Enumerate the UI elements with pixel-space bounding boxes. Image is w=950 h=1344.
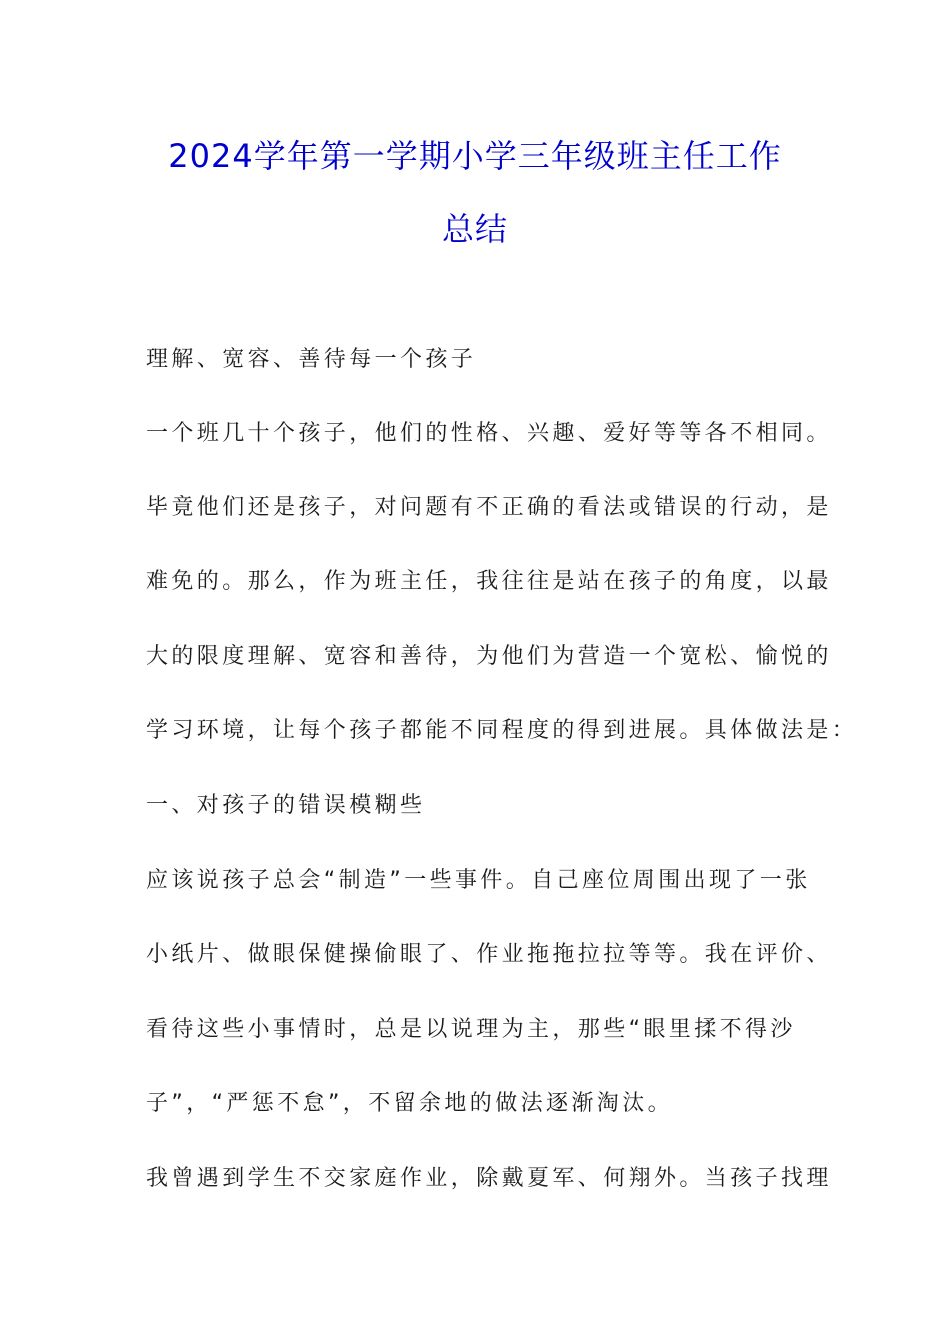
document-title-line-2: 总结 [441, 210, 508, 248]
paragraph-line: 看待这些小事情时，总是以说理为主，那些“眼里揉不得沙 [146, 1017, 796, 1042]
paragraph-line: 学习环境，让每个孩子都能不同程度的得到进展。具体做法是： [146, 718, 858, 743]
section-heading: 理解、宽容、善待每一个孩子 [146, 347, 477, 372]
document-title-line-1: 2024学年第一学期小学三年级班主任工作 [168, 137, 782, 175]
paragraph-line: 大的限度理解、宽容和善待，为他们为营造一个宽松、愉悦的 [146, 644, 832, 669]
paragraph-line: 我曾遇到学生不交家庭作业，除戴夏军、何翔外。当孩子找理 [146, 1166, 832, 1191]
paragraph-line: 应该说孩子总会“制造”一些事件。自己座位周围出现了一张 [146, 868, 811, 893]
paragraph-line: 毕竟他们还是孩子，对问题有不正确的看法或错误的行动，是 [146, 495, 832, 520]
subsection-heading: 一、对孩子的错误模糊些 [146, 793, 426, 818]
paragraph-line: 难免的。那么，作为班主任，我往往是站在孩子的角度，以最 [146, 569, 832, 594]
paragraph-line: 一个班几十个孩子，他们的性格、兴趣、爱好等等各不相同。 [146, 421, 832, 446]
paragraph-line: 子”，“严惩不怠”，不留余地的做法逐渐淘汰。 [146, 1091, 673, 1116]
paragraph-line: 小纸片、做眼保健操偷眼了、作业拖拖拉拉等等。我在评价、 [146, 942, 832, 967]
